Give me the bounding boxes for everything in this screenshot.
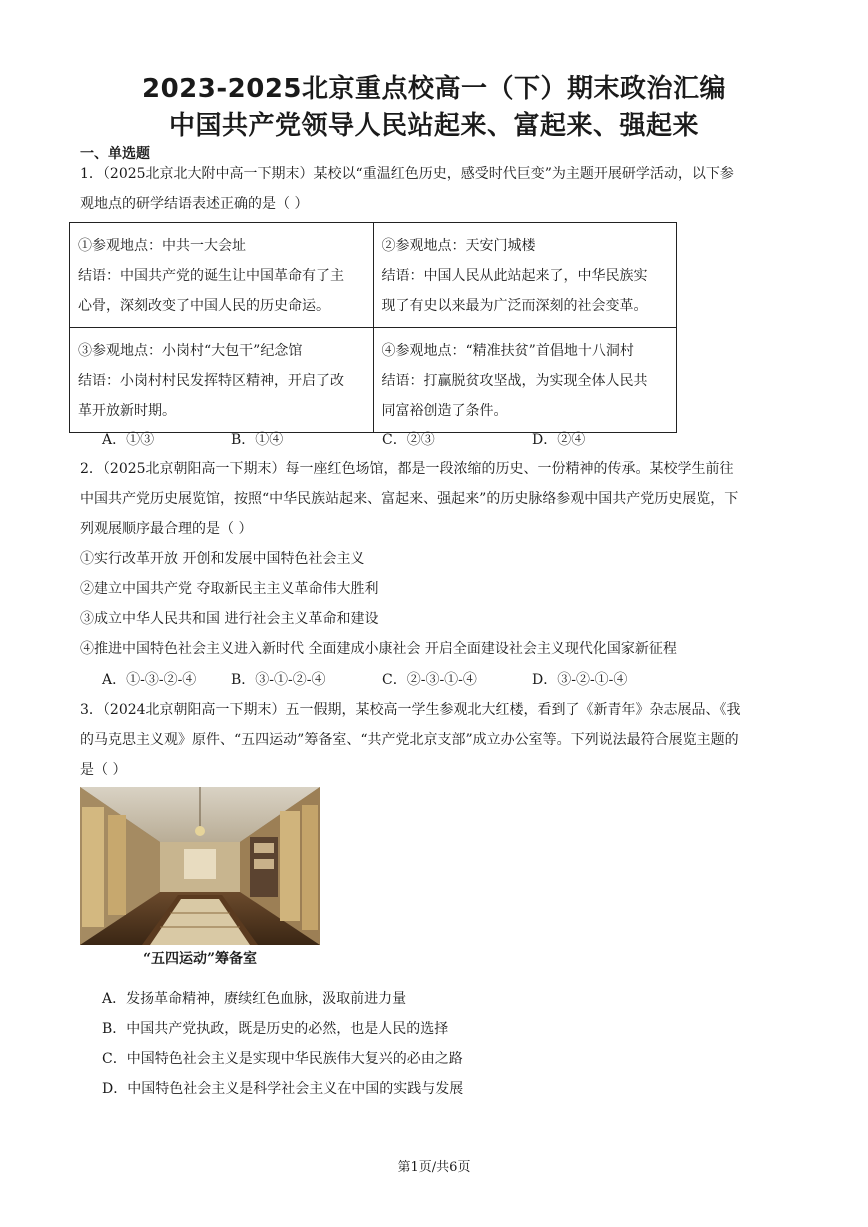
q1-option-a[interactable]: A．①③ bbox=[102, 432, 155, 448]
cell-1-site: ①参观地点：中共一大会址 bbox=[78, 238, 246, 254]
cell-3-site: ③参观地点：小岗村“大包干”纪念馆 bbox=[78, 343, 303, 359]
table-cell-3 bbox=[70, 328, 374, 433]
q2-item-2: ②建立中国共产党 夺取新民主主义革命伟大胜利 bbox=[80, 581, 379, 597]
table-cell-2 bbox=[373, 223, 677, 328]
cell-4-site: ④参观地点：“精准扶贫”首倡地十八洞村 bbox=[381, 343, 634, 359]
q1-option-c[interactable]: C．②③ bbox=[382, 432, 435, 448]
cell-3-text-a: 结语：小岗村村民发挥特区精神，开启了改 bbox=[78, 373, 344, 389]
q2-option-c[interactable]: C．②-③-①-④ bbox=[382, 672, 477, 688]
table-cell-4 bbox=[373, 328, 677, 433]
cell-4-text-b: 同富裕创造了条件。 bbox=[381, 403, 508, 419]
cell-2-text-b: 现了有史以来最为广泛而深刻的社会变革。 bbox=[381, 298, 648, 314]
q2-stem-line2: 中国共产党历史展览馆，按照“中华民族站起来、富起来、强起来”的历史脉络参观中国共产党历史展览，下 bbox=[80, 491, 739, 507]
q2-stem-line1: 2．（2025北京朝阳高一下期末）每一座红色场馆，都是一段浓缩的历史、一份精神的传承。某校学生前往 bbox=[80, 461, 734, 477]
table-cell-1 bbox=[70, 223, 374, 328]
q1-option-b[interactable]: B．①④ bbox=[231, 432, 284, 448]
cell-1-text-b: 心骨，深刻改变了中国人民的历史命运。 bbox=[78, 298, 330, 314]
q2-option-a[interactable]: A．①-③-②-④ bbox=[102, 672, 197, 688]
cell-4-text-a: 结语：打赢脱贫攻坚战，为实现全体人民共 bbox=[381, 373, 648, 389]
q3-option-c[interactable]: C．中国特色社会主义是实现中华民族伟大复兴的必由之路 bbox=[102, 1051, 463, 1067]
q2-option-d[interactable]: D．③-②-①-④ bbox=[532, 672, 628, 688]
cell-1-text-a: 结语：中国共产党的诞生让中国革命有了主 bbox=[78, 268, 344, 284]
q2-stem-line3: 列观展顺序最合理的是（ ） bbox=[80, 521, 253, 537]
section-heading: 一、单选题 bbox=[80, 146, 150, 162]
q2-item-3: ③成立中华人民共和国 进行社会主义革命和建设 bbox=[80, 611, 379, 627]
q1-option-d[interactable]: D．②④ bbox=[532, 432, 586, 448]
cell-2-text-a: 结语：中国人民从此站起来了，中华民族实 bbox=[381, 268, 648, 284]
cell-2-site: ②参观地点：天安门城楼 bbox=[381, 238, 536, 254]
q3-stem-line3: 是（ ） bbox=[80, 762, 127, 778]
cell-3-text-b: 革开放新时期。 bbox=[78, 403, 176, 419]
q3-option-d[interactable]: D．中国特色社会主义是科学社会主义在中国的实践与发展 bbox=[102, 1081, 464, 1097]
q3-option-b[interactable]: B．中国共产党执政，既是历史的必然，也是人民的选择 bbox=[102, 1021, 449, 1037]
document-title-line1: 2023-2025北京重点校高一（下）期末政治汇编 bbox=[141, 74, 727, 104]
q1-stem-line1: 1．（2025北京北大附中高一下期末）某校以“重温红色历史，感受时代巨变”为主题开展研学活动，以下参 bbox=[80, 166, 734, 182]
q2-item-4: ④推进中国特色社会主义进入新时代 全面建成小康社会 开启全面建设社会主义现代化国家新征程 bbox=[80, 641, 677, 657]
q2-item-1: ①实行改革开放 开创和发展中国特色社会主义 bbox=[80, 551, 365, 567]
q3-stem-line2: 的马克思主义观》原件、“五四运动”筹备室、“共产党北京支部”成立办公室等。下列说法最符合展览主题的 bbox=[80, 732, 739, 748]
q3-stem-line1: 3．（2024北京朝阳高一下期末）五一假期，某校高一学生参观北大红楼，看到了《新青年》杂志展品、《我 bbox=[80, 702, 741, 718]
photo-caption: “五四运动”筹备室 bbox=[142, 951, 258, 967]
exhibition-room-photo bbox=[80, 787, 320, 945]
q1-stem-line2: 观地点的研学结语表述正确的是（ ） bbox=[80, 196, 309, 212]
q3-option-a[interactable]: A．发扬革命精神，赓续红色血脉，汲取前进力量 bbox=[102, 991, 407, 1007]
page-number: 第1页/共6页 bbox=[397, 1160, 471, 1175]
q1-visit-table bbox=[69, 222, 677, 433]
document-title-line2: 中国共产党领导人民站起来、富起来、强起来 bbox=[168, 111, 699, 141]
q2-option-b[interactable]: B．③-①-②-④ bbox=[231, 672, 326, 688]
